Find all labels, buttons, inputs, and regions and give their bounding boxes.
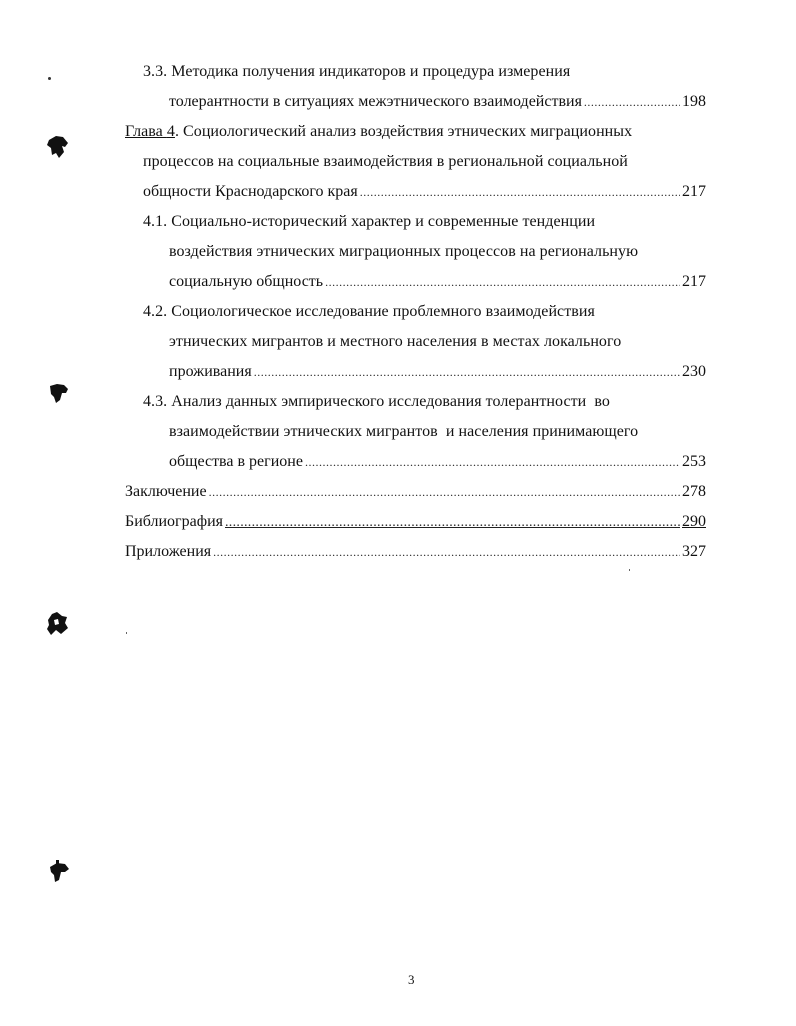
dot-leader [360,182,680,202]
toc-4-2-page: 230 [682,363,706,380]
toc-chapter-4-line3: общности Краснодарского края [143,183,358,200]
toc-entry-conclusion[interactable] [125,482,706,502]
dot-leader [325,272,680,292]
punch-hole-mark [44,610,70,638]
toc-4-2-line2: этнических мигрантов и местного населения в местах локального [169,333,622,350]
scan-speck [126,632,127,634]
toc-entry-4-3[interactable] [169,452,706,472]
toc-appendices-title: Приложения [125,543,212,560]
toc-4-3-line2: взаимодействии этнических мигрантов и населения принимающего [169,423,639,440]
dot-leader [209,482,680,502]
dot-leader [213,542,680,562]
dot-leader [225,513,680,533]
toc-4-3-line1: 4.3. Анализ данных эмпирического исследования толерантности во [143,393,610,410]
toc-conclusion-page: 278 [682,483,706,500]
toc-entry-3-3[interactable] [169,92,706,112]
scan-speck [629,569,630,571]
scan-speck [48,77,51,80]
page-number: 3 [408,972,415,987]
dot-leader [254,362,680,382]
toc-chapter-4-line2: процессов на социальные взаимодействия в региональной социальной [143,153,628,170]
toc-chapter-4-line1: Глава 4. Социологический анализ воздействия этнических миграционных [125,123,633,140]
toc-4-1-line2: воздействия этнических миграционных процессов на региональную [169,243,639,260]
toc-entry-4-1[interactable] [169,272,706,292]
toc-4-1-page: 217 [682,273,706,290]
punch-hole-mark [48,860,72,886]
toc-4-2-line1: 4.2. Социологическое исследование проблемного взаимодействия [143,303,595,320]
toc-3-3-line1: 3.3. Методика получения индикаторов и процедура измерения [143,63,571,80]
toc-entry-4-2[interactable] [169,362,706,382]
punch-hole-mark [46,134,70,160]
dot-leader [584,92,680,112]
toc-bibliography-page: 290 [682,513,706,530]
toc-conclusion-title: Заключение [125,483,207,500]
punch-hole-mark [48,381,70,405]
toc-4-1-line3: социальную общность [169,273,324,290]
toc-chapter-4-page: 217 [682,183,706,200]
toc-4-3-line3: общества в регионе [169,453,303,470]
toc-3-3-page: 198 [682,93,706,110]
toc-4-3-page: 253 [682,453,706,470]
dot-leader [305,452,680,472]
toc-entry-bibliography[interactable] [125,512,706,533]
toc-4-1-line1: 4.1. Социально-исторический характер и современные тенденции [143,213,596,230]
toc-bibliography-title: Библиография [125,513,223,530]
toc-entry-chapter-4[interactable] [143,182,706,202]
toc-entry-appendices[interactable] [125,542,706,562]
toc-appendices-page: 327 [682,543,706,560]
chapter-label: Глава 4 [125,123,175,140]
toc-3-3-line2: толерантности в ситуациях межэтнического взаимодействия [169,93,582,110]
toc-4-2-line3: проживания [169,363,252,380]
